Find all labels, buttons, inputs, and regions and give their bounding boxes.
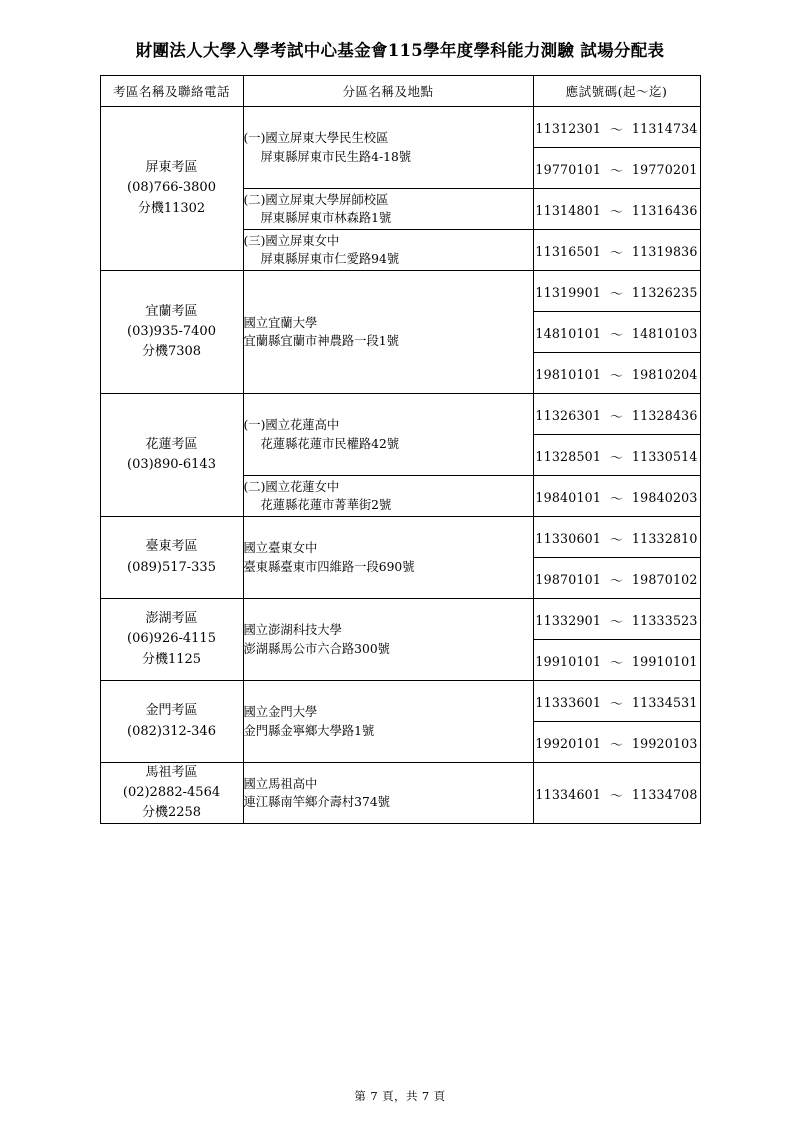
table-row: [100, 599, 700, 640]
zone-phone: (082)312-346: [127, 723, 216, 739]
venue-cell: [243, 271, 533, 394]
code-from: 11332901: [535, 612, 602, 628]
zone-phone: (06)926-4115: [127, 631, 216, 647]
venue-cell: [243, 107, 533, 189]
code-to: 11328436: [631, 407, 698, 423]
code-range-cell: [533, 763, 700, 824]
code-from: 11326301: [535, 407, 602, 423]
venue-address: 臺東縣臺東市四維路一段690號: [243, 559, 415, 574]
venue-name: 國立澎湖科技大學: [243, 623, 342, 638]
venue-address: 連江縣南竿鄉介壽村374號: [243, 795, 390, 810]
zone-name: 宜蘭考區: [145, 303, 198, 319]
code-to: 11333523: [631, 612, 698, 628]
column-header-venue: 分區名稱及地點: [243, 76, 533, 107]
table-row: [100, 681, 700, 722]
zone-cell: [100, 394, 243, 517]
code-to: 19770201: [631, 161, 698, 177]
venue-block: [244, 416, 533, 453]
table-row: [100, 271, 700, 312]
venue-block: [244, 539, 533, 576]
code-from: 11312301: [535, 120, 602, 136]
code-from: 11334601: [535, 786, 602, 802]
venue-cell: [243, 230, 533, 271]
zone-phone: (03)890-6143: [127, 457, 216, 472]
code-from: 19770101: [535, 161, 602, 177]
venue-address: 屏東縣屏東市仁愛路94號: [260, 252, 400, 266]
code-to: 11314734: [631, 120, 698, 136]
table-row: [100, 763, 700, 824]
venue-cell: [243, 763, 533, 824]
venue-block: [244, 621, 533, 658]
venue-address: 金門縣金寧鄉大學路1號: [243, 723, 375, 738]
zone-name: 臺東考區: [145, 539, 198, 555]
page-footer: 第 7 頁，共 7 頁: [354, 1089, 446, 1103]
zone-name: 花蓮考區: [145, 436, 198, 452]
zone-name: 馬祖考區: [145, 765, 198, 780]
venue-block: [244, 775, 533, 812]
venue-name: (二)國立花蓮女中: [243, 479, 340, 494]
range-separator: ～: [610, 490, 623, 506]
code-from: 19920101: [535, 735, 602, 751]
venue-block: [244, 191, 533, 228]
venue-name: (二)國立屏東大學屏師校區: [243, 192, 389, 207]
code-to: 19810204: [631, 366, 698, 382]
range-separator: ～: [610, 121, 623, 137]
code-to: 19870102: [631, 571, 698, 587]
range-separator: ～: [610, 531, 623, 547]
venue-name: 國立宜蘭大學: [243, 315, 318, 330]
page-title: 財團法人大學入學考試中心基金會115學年度學科能力測驗 試場分配表: [135, 41, 665, 60]
zone-cell: [100, 681, 243, 763]
code-from: 19840101: [535, 489, 602, 505]
code-range-cell: [533, 435, 700, 476]
code-range-cell: [533, 722, 700, 763]
table-row: [100, 394, 700, 435]
table-body: [100, 107, 700, 824]
zone-cell: [100, 271, 243, 394]
venue-cell: [243, 394, 533, 476]
code-to: 19910101: [631, 653, 698, 669]
venue-address: 宜蘭縣宜蘭市神農路一段1號: [243, 334, 399, 348]
venue-block: [244, 314, 533, 351]
zone-cell: [100, 517, 243, 599]
venue-name: 國立馬祖高中: [243, 776, 318, 791]
zone-phone: 分機1125: [141, 651, 202, 667]
code-range-cell: [533, 271, 700, 312]
code-from: 19910101: [535, 653, 602, 669]
venue-cell: [243, 476, 533, 517]
code-from: 11328501: [535, 448, 602, 464]
column-header-zone: 考區名稱及聯絡電話: [100, 76, 243, 107]
code-from: 11330601: [535, 530, 602, 546]
code-to: 11326235: [631, 284, 698, 300]
venue-cell: [243, 681, 533, 763]
range-separator: ～: [610, 367, 623, 383]
zone-phone: (08)766-3800: [127, 180, 216, 196]
range-separator: ～: [610, 408, 623, 424]
range-separator: ～: [610, 787, 623, 803]
table-header-row: [100, 76, 700, 107]
zone-phone: 分機11302: [137, 200, 206, 216]
zone-phone: (089)517-335: [127, 559, 216, 575]
venue-block: [244, 232, 533, 269]
code-range-cell: [533, 558, 700, 599]
code-to: 14810103: [631, 325, 698, 341]
range-separator: ～: [610, 203, 623, 219]
zone-cell: [100, 599, 243, 681]
code-from: 11319901: [535, 284, 602, 300]
venue-address: 屏東縣屏東市林森路1號: [260, 211, 392, 225]
code-from: 11333601: [535, 694, 602, 710]
venue-cell: [243, 599, 533, 681]
code-to: 11330514: [631, 448, 698, 464]
venue-cell: [243, 189, 533, 230]
code-from: 14810101: [535, 325, 602, 341]
code-from: 11316501: [535, 243, 602, 259]
range-separator: ～: [610, 162, 623, 178]
code-to: 11332810: [631, 530, 698, 546]
code-to: 19920103: [631, 735, 698, 751]
range-separator: ～: [610, 449, 623, 465]
code-to: 11316436: [631, 202, 698, 218]
venue-name: (一)國立屏東大學民生校區: [243, 131, 389, 146]
code-range-cell: [533, 599, 700, 640]
venue-name: (一)國立花蓮高中: [243, 418, 340, 433]
zone-name: 金門考區: [145, 703, 198, 719]
code-to: 11334531: [631, 694, 698, 710]
code-range-cell: [533, 394, 700, 435]
zone-cell: [100, 763, 243, 824]
range-separator: ～: [610, 244, 623, 260]
code-to: 11334708: [631, 786, 698, 802]
venue-block: [244, 478, 533, 515]
code-range-cell: [533, 353, 700, 394]
range-separator: ～: [610, 695, 623, 711]
zone-phone: (02)2882-4564: [122, 785, 221, 801]
code-from: 11314801: [535, 202, 602, 218]
venue-cell: [243, 517, 533, 599]
code-to: 11319836: [631, 243, 698, 259]
code-range-cell: [533, 107, 700, 148]
range-separator: ～: [610, 654, 623, 670]
venue-address: 花蓮縣花蓮市民權路42號: [260, 436, 400, 451]
venue-address: 花蓮縣花蓮市菁華街2號: [260, 498, 392, 512]
venue-name: 國立臺東女中: [243, 541, 318, 556]
venue-name: 國立金門大學: [243, 705, 318, 720]
range-separator: ～: [610, 736, 623, 752]
range-separator: ～: [610, 285, 623, 301]
zone-name: 澎湖考區: [145, 611, 198, 627]
zone-phone: (03)935-7400: [127, 323, 216, 339]
range-separator: ～: [610, 613, 623, 629]
code-to: 19840203: [631, 489, 698, 505]
exam-venue-allocation-table: [100, 75, 701, 824]
zone-phone: 分機2258: [141, 805, 202, 821]
zone-cell: [100, 107, 243, 271]
venue-name: (三)國立屏東女中: [243, 233, 340, 248]
range-separator: ～: [610, 572, 623, 588]
table-row: [100, 517, 700, 558]
zone-name: 屏東考區: [145, 160, 198, 176]
code-range-cell: [533, 148, 700, 189]
table-row: [100, 107, 700, 148]
code-range-cell: [533, 230, 700, 271]
code-range-cell: [533, 189, 700, 230]
code-range-cell: [533, 640, 700, 681]
code-from: 19870101: [535, 571, 602, 587]
code-range-cell: [533, 476, 700, 517]
code-from: 19810101: [535, 366, 602, 382]
code-range-cell: [533, 312, 700, 353]
column-header-codes: 應試號碼(起～迄): [533, 76, 700, 107]
venue-address: 屏東縣屏東市民生路4-18號: [260, 149, 412, 164]
zone-phone: 分機7308: [141, 344, 202, 360]
code-range-cell: [533, 681, 700, 722]
venue-block: [244, 703, 533, 740]
venue-block: [244, 129, 533, 166]
range-separator: ～: [610, 326, 623, 342]
code-range-cell: [533, 517, 700, 558]
venue-address: 澎湖縣馬公市六合路300號: [243, 641, 390, 656]
